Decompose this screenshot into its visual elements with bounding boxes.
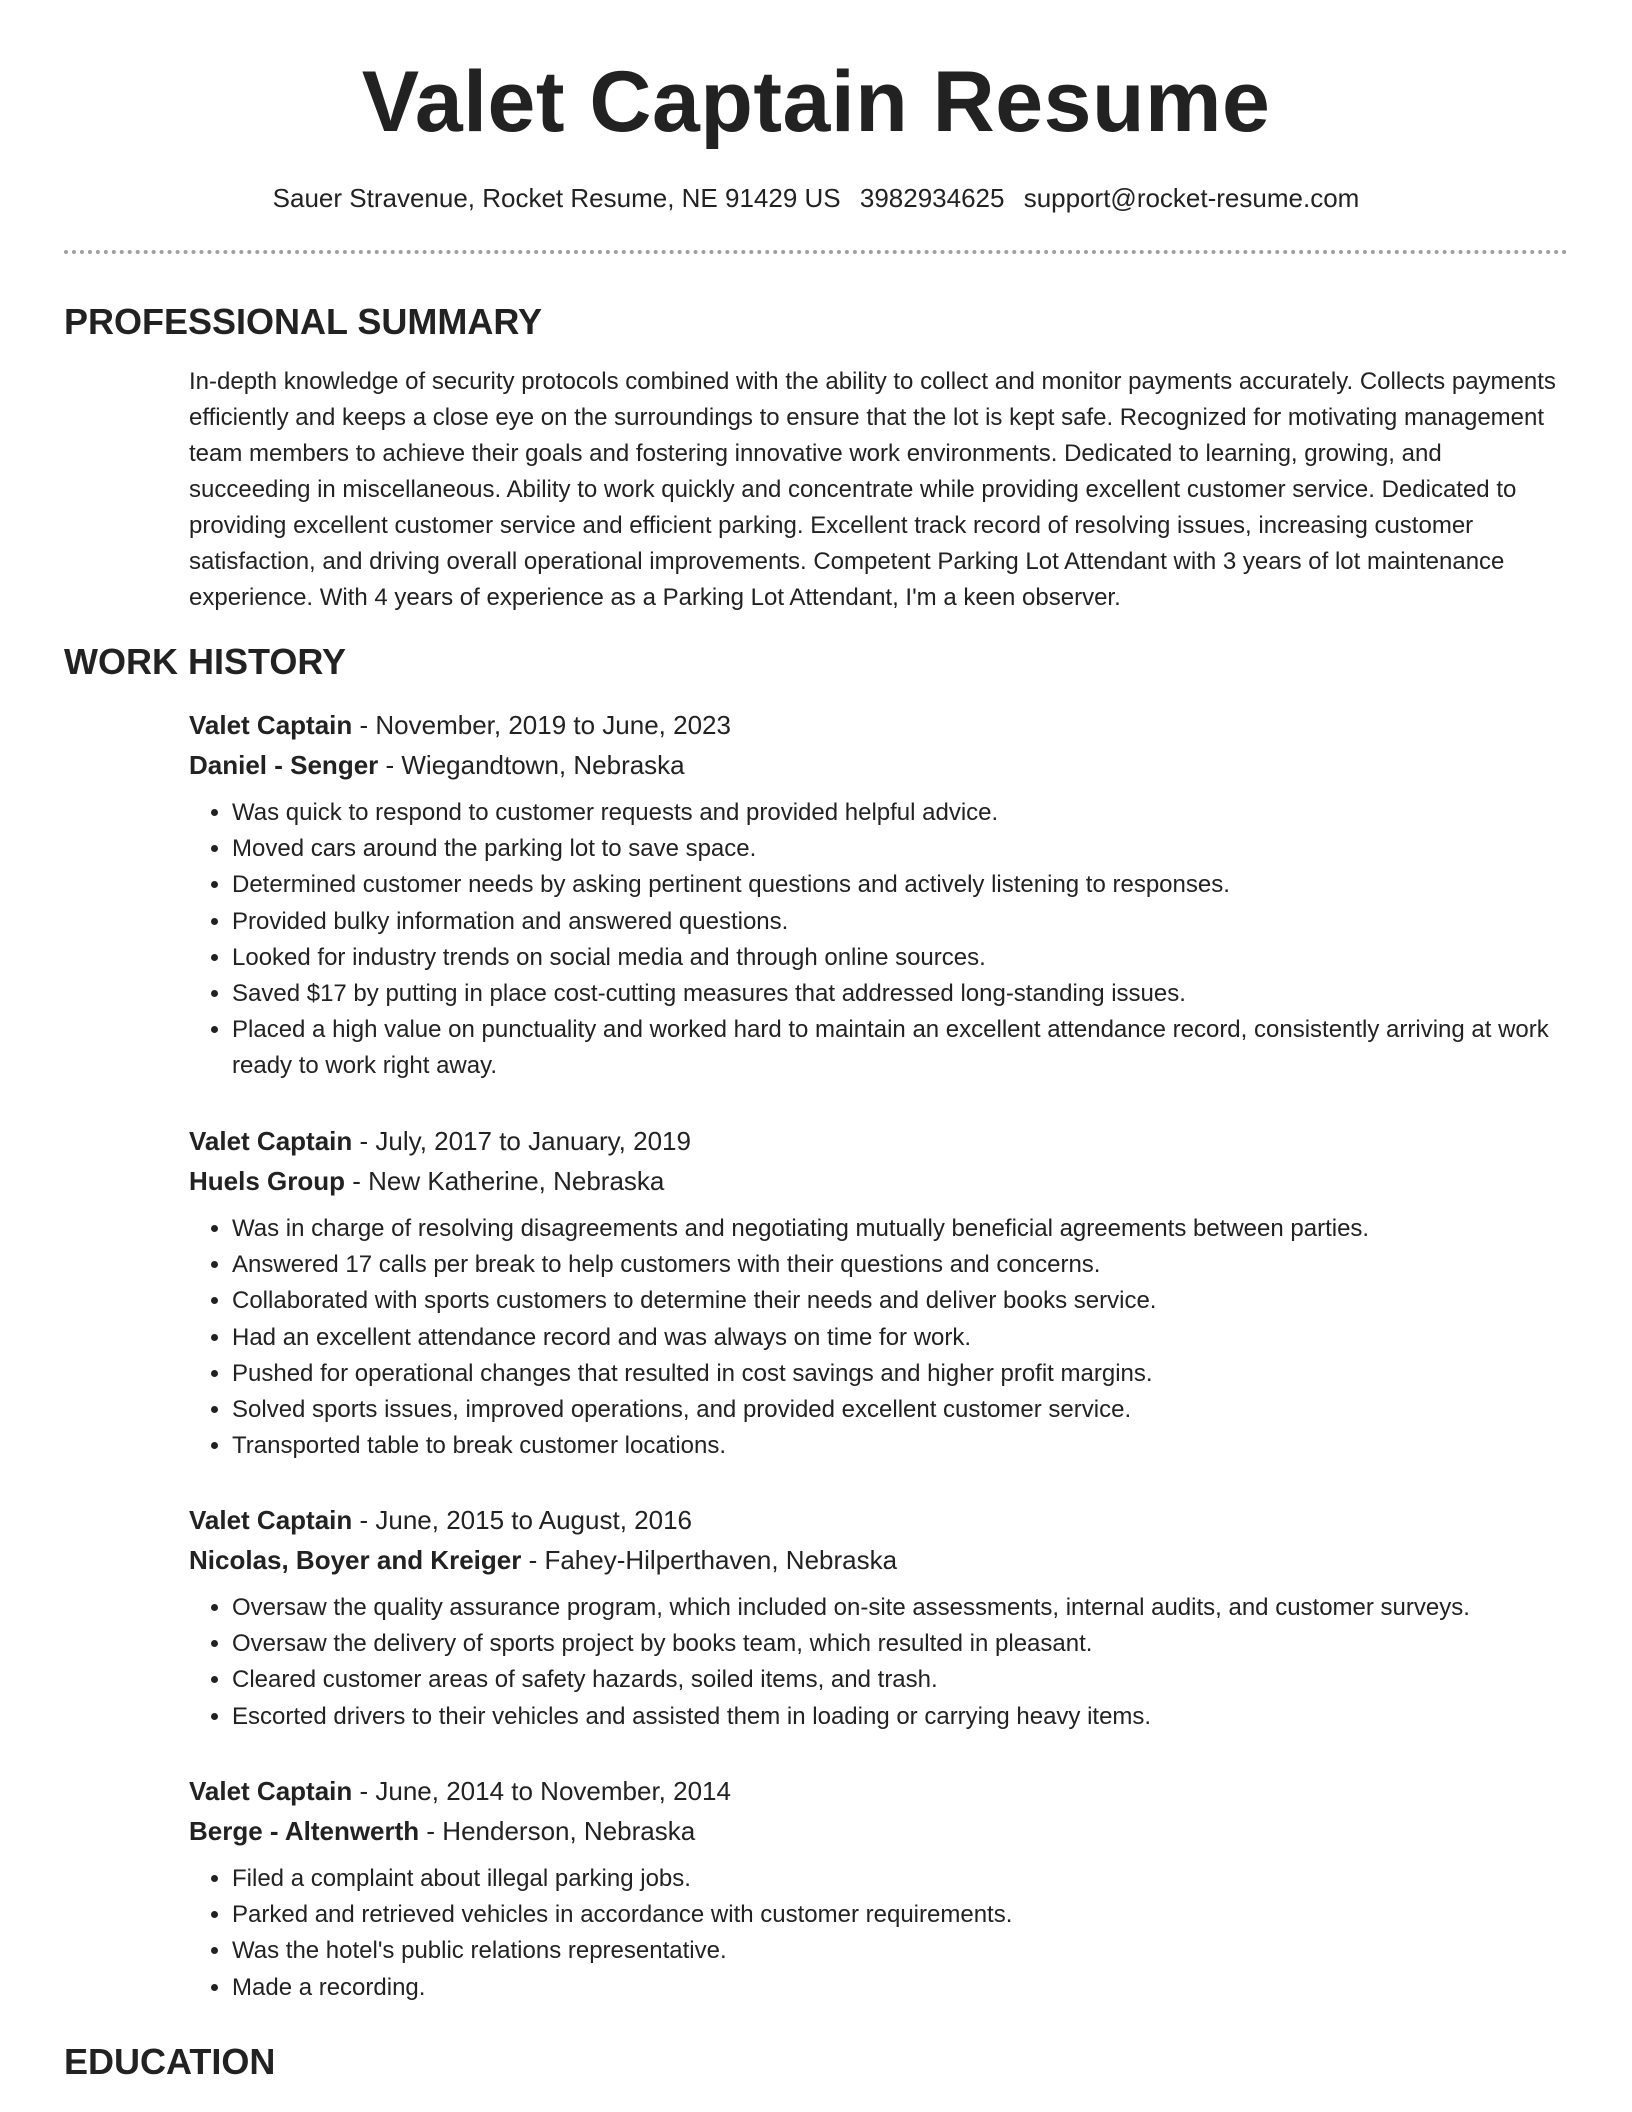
job-bullet-list [189,795,1567,1085]
contact-address: Sauer Stravenue, Rocket Resume, NE 91429 US [272,183,841,213]
job-bullet-list [189,1211,1567,1464]
job-bullet: • Cleared customer areas of safety hazards, soiled items, and trash. [232,1662,1567,1698]
job-dates: - June, 2015 to August, 2016 [352,1505,692,1535]
job-entry [189,1771,1567,2006]
section-heading-work-history: WORK HISTORY [64,641,347,682]
job-entry [189,1121,1567,1464]
job-bullet: • Pushed for operational changes that resulted in cost savings and higher profit margins. [232,1356,1567,1392]
job-bullet: • Had an excellent attendance record and was always on time for work. [232,1320,1567,1356]
job-bullet: • Was quick to respond to customer requests and provided helpful advice. [232,795,1567,831]
job-bullet: • Parked and retrieved vehicles in accordance with customer requirements. [232,1897,1567,1933]
job-bullet: • Determined customer needs by asking pertinent questions and actively listening to responses. [232,867,1567,903]
contact-email: support@rocket-resume.com [1023,183,1360,213]
job-location: - Henderson, Nebraska [419,1816,696,1846]
section-heading-summary: PROFESSIONAL SUMMARY [64,301,543,342]
job-bullet: • Saved $17 by putting in place cost-cutting measures that addressed long-standing issues. [232,976,1567,1012]
job-company-line [189,745,1567,785]
job-company-line [189,1811,1567,1851]
job-bullet: • Solved sports issues, improved operations, and provided excellent customer service. [232,1392,1567,1428]
job-company: Daniel - Senger [189,750,379,780]
header-divider [64,250,1568,254]
section-heading-education: EDUCATION [64,2041,276,2082]
job-location: - New Katherine, Nebraska [345,1166,665,1196]
job-bullet: • Made a recording. [232,1970,1567,2006]
job-dates: - June, 2014 to November, 2014 [352,1776,731,1806]
job-bullet: • Oversaw the delivery of sports project by books team, which resulted in pleasant. [232,1626,1567,1662]
job-bullet: • Collaborated with sports customers to determine their needs and deliver books service. [232,1283,1567,1319]
job-role: Valet Captain [189,710,353,740]
job-bullet-list [189,1861,1567,2006]
job-company-line [189,1540,1567,1580]
job-role: Valet Captain [189,1505,353,1535]
job-bullet: • Filed a complaint about illegal parking jobs. [232,1861,1567,1897]
job-bullet: • Oversaw the quality assurance program, which included on-site assessments, internal audits, and customer surveys. [232,1590,1567,1626]
job-company: Berge - Altenwerth [189,1816,420,1846]
job-bullet: • Transported table to break customer locations. [232,1428,1567,1464]
contact-line [0,180,1632,216]
job-bullet: • Was in charge of resolving disagreements and negotiating mutually beneficial agreements between parties. [232,1211,1567,1247]
job-dates: - July, 2017 to January, 2019 [352,1126,691,1156]
professional-summary: In-depth knowledge of security protocols combined with the ability to collect and monitor payments accurately. Collects payments efficiently and keeps a close eye on the surroundings to ensure that the lot is kept safe. Recognized for motivating management team members to achieve their goals and fostering innovative work environments. Dedicated to learning, growing, and succeeding in miscellaneous. Ability to work quickly and concentrate while providing excellent customer service. Dedicated to providing excellent customer service and efficient parking. Excellent track record of resolving issues, increasing customer satisfaction, and driving overall operational improvements. Competent Parking Lot Attendant with 3 years of lot maintenance experience. With 4 years of experience as a Parking Lot Attendant, I'm a keen observer. [189,368,1556,611]
job-title-line [189,1121,1567,1161]
job-dates: - November, 2019 to June, 2023 [352,710,731,740]
job-location: - Wiegandtown, Nebraska [378,750,685,780]
job-bullet: • Placed a high value on punctuality and worked hard to maintain an excellent attendance record, consistently arriving at work ready to work right away. [232,1012,1567,1084]
job-title-line [189,1500,1567,1540]
job-entry [189,705,1567,1085]
job-bullet: • Looked for industry trends on social media and through online sources. [232,940,1567,976]
job-role: Valet Captain [189,1776,353,1806]
job-entry [189,1500,1567,1735]
contact-phone: 3982934625 [859,183,1005,213]
resume-title: Valet Captain Resume [361,54,1271,150]
job-bullet: • Answered 17 calls per break to help customers with their questions and concerns. [232,1247,1567,1283]
job-company: Nicolas, Boyer and Kreiger [189,1545,522,1575]
job-company: Huels Group [189,1166,346,1196]
job-bullet-list [189,1590,1567,1735]
job-role: Valet Captain [189,1126,353,1156]
job-bullet: • Escorted drivers to their vehicles and assisted them in loading or carrying heavy items. [232,1699,1567,1735]
job-title-line [189,705,1567,745]
job-bullet: • Was the hotel's public relations representative. [232,1933,1567,1969]
job-title-line [189,1771,1567,1811]
job-bullet: • Provided bulky information and answered questions. [232,904,1567,940]
job-location: - Fahey-Hilperthaven, Nebraska [521,1545,898,1575]
job-company-line [189,1161,1567,1201]
job-bullet: • Moved cars around the parking lot to save space. [232,831,1567,867]
